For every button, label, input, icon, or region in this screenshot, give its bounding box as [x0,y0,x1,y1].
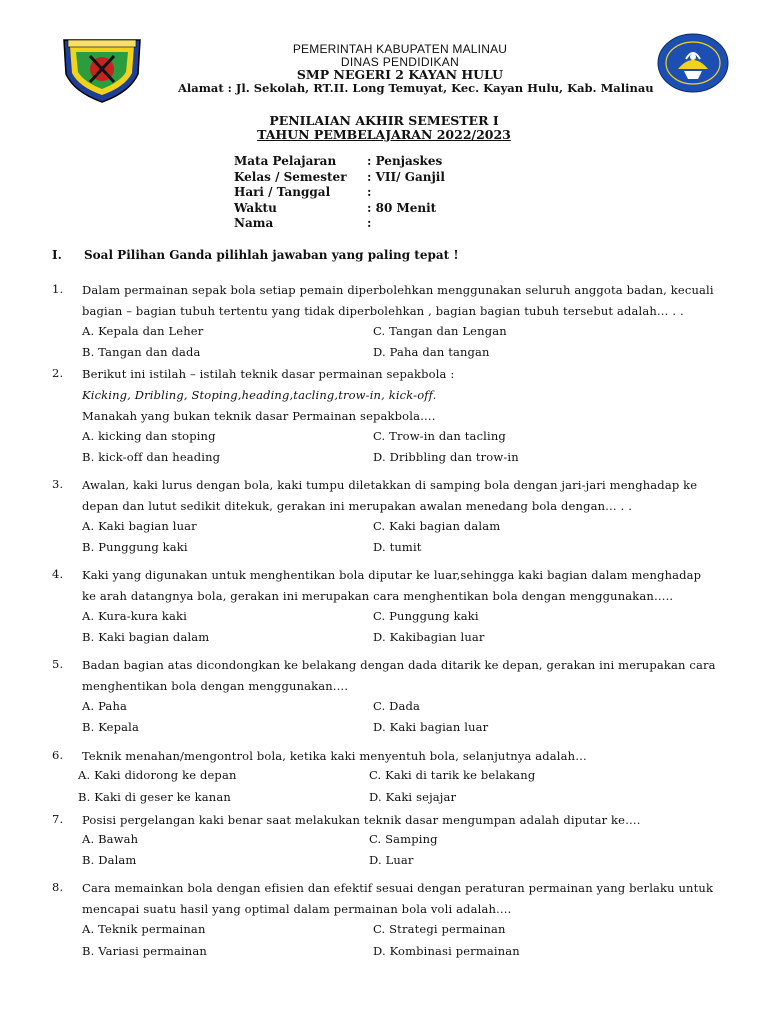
info-label: Waktu [234,200,277,215]
letterhead-department: DINAS PENDIDIKAN [340,55,460,69]
info-label: Kelas / Semester [234,169,347,184]
question-number: 2. [52,366,64,380]
question-line: Kicking, Dribling, Stoping,heading,tacling,trow-in, kick-off. [82,388,437,402]
option-b: B. Kepala [82,720,139,734]
section-number: I. [52,248,62,262]
letterhead-government: PEMERINTAH KABUPATEN MALINAU [292,42,508,56]
question-line: Awalan, kaki lurus dengan bola, kaki tumpu diletakkan di samping bola dengan jari-jari menghadap ke [82,478,698,492]
section-instruction: Soal Pilihan Ganda pilihlah jawaban yang paling tepat ! [84,248,459,262]
question-line: mencapai suatu hasil yang optimal dalam permainan bola voli adalah…. [82,902,512,916]
question-number: 4. [52,567,64,581]
option-d: D. Kaki sejajar [369,790,457,804]
question-line: depan dan lutut sedikit ditekuk, gerakan ini merupakan awalan menedang bola dengan… . . [82,499,633,513]
option-b: B. Kaki di geser ke kanan [78,790,231,804]
tut-wuri-handayani-logo [656,33,730,93]
option-d: D. Luar [369,853,414,867]
question-5 [52,655,722,697]
option-b: B. Punggung kaki [82,540,188,554]
option-b: B. Dalam [82,853,137,867]
option-a: A. Kura-kura kaki [82,609,188,623]
info-value: : [367,185,372,199]
question-line: ke arah datangnya bola, gerakan ini merupakan cara menghentikan bola dengan menggunakan….. [82,589,674,603]
option-a: A. Kaki bagian luar [82,519,197,533]
option-c: C. Kaki bagian dalam [373,519,501,533]
info-row-subject [234,154,445,170]
question-number: 8. [52,880,64,894]
question-line: Manakah yang bukan teknik dasar Permainan sepakbola…. [82,409,436,423]
option-c: C. Tangan dan Lengan [373,324,507,338]
question-line: Kaki yang digunakan untuk menghentikan bola diputar ke luar,sehingga kaki bagian dalam menghadap [82,568,702,582]
section-heading [52,248,459,262]
option-b: B. Kaki bagian dalam [82,630,210,644]
option-d: D. Paha dan tangan [373,345,490,359]
option-a: A. Paha [82,699,128,713]
letterhead-address: Alamat : Jl. Sekolah, RT.II. Long Temuyat, Kec. Kayan Hulu, Kab. Malinau [178,81,654,95]
question-line: bagian – bagian tubuh tertentu yang tidak diperbolehkan , bagian bagian tubuh tersebut adalah… . . [82,304,684,318]
letterhead-school-name: SMP NEGERI 2 KAYAN HULU [296,67,504,82]
question-1 [52,280,722,322]
option-b: B. Variasi permainan [82,944,207,958]
question-number: 5. [52,657,64,671]
question-line: menghentikan bola dengan menggunakan…. [82,679,349,693]
info-label: Mata Pelajaran [234,154,337,168]
question-7 [52,810,722,831]
option-c: C. Kaki di tarik ke belakang [369,768,536,782]
option-d: D. tumit [373,540,422,554]
exam-info-block [234,154,445,232]
option-a: A. Kaki didorong ke depan [78,768,237,782]
option-c: C. Strategi permainan [373,922,506,936]
exam-title: PENILAIAN AKHIR SEMESTER I [269,113,499,128]
question-line: Cara memainkan bola dengan efisien dan efektif sesuai dengan peraturan permainan yang berlaku untuk [82,881,714,895]
option-a: A. Bawah [82,832,139,846]
question-line: Dalam permainan sepak bola setiap pemain diperbolehkan menggunakan seluruh anggota badan, kecuali [82,283,714,297]
info-value: : [367,216,372,230]
question-8 [52,878,722,920]
question-line: Posisi pergelangan kaki benar saat melakukan teknik dasar mengumpan adalah diputar ke…. [82,813,641,827]
option-a: A. Kepala dan Leher [82,324,204,338]
question-number: 1. [52,282,64,296]
question-number: 7. [52,812,64,826]
option-c: C. Trow-in dan tacling [373,429,506,443]
info-label: Hari / Tanggal [234,185,331,199]
option-c: C. Samping [369,832,438,846]
question-number: 3. [52,477,64,491]
question-6 [52,746,722,767]
info-row-class [234,170,445,186]
option-a: A. Teknik permainan [82,922,206,936]
option-d: D. Kakibagian luar [373,630,485,644]
exam-year [0,127,768,142]
question-4 [52,565,722,607]
question-line: Badan bagian atas dicondongkan ke belakang dengan dada ditarik ke depan, gerakan ini merupakan cara [82,658,716,672]
question-line: Berikut ini istilah – istilah teknik dasar permainan sepakbola : [82,367,455,381]
info-label: Nama [234,216,274,230]
info-value: : VII/ Ganjil [367,169,445,184]
info-row-date [234,185,445,201]
question-number: 6. [52,748,64,762]
info-row-time [234,201,445,217]
info-value: : 80 Menit [367,200,437,215]
option-c: C. Dada [373,699,421,713]
question-line: Teknik menahan/mengontrol bola, ketika kaki menyentuh bola, selanjutnya adalah… [82,749,587,763]
question-3 [52,475,722,517]
option-b: B. Tangan dan dada [82,345,201,359]
exam-year-text: TAHUN PEMBELAJARAN 2022/2023 [257,127,511,142]
option-a: A. kicking dan stoping [82,429,216,443]
option-d: D. Kombinasi permainan [373,944,520,958]
option-b: B. kick-off dan heading [82,450,221,464]
regency-emblem-logo [60,34,144,104]
question-2 [52,364,722,427]
option-d: D. Dribbling dan trow-in [373,450,519,464]
info-row-name [234,216,445,232]
option-c: C. Punggung kaki [373,609,479,623]
info-value: : Penjaskes [367,154,443,168]
option-d: D. Kaki bagian luar [373,720,489,734]
